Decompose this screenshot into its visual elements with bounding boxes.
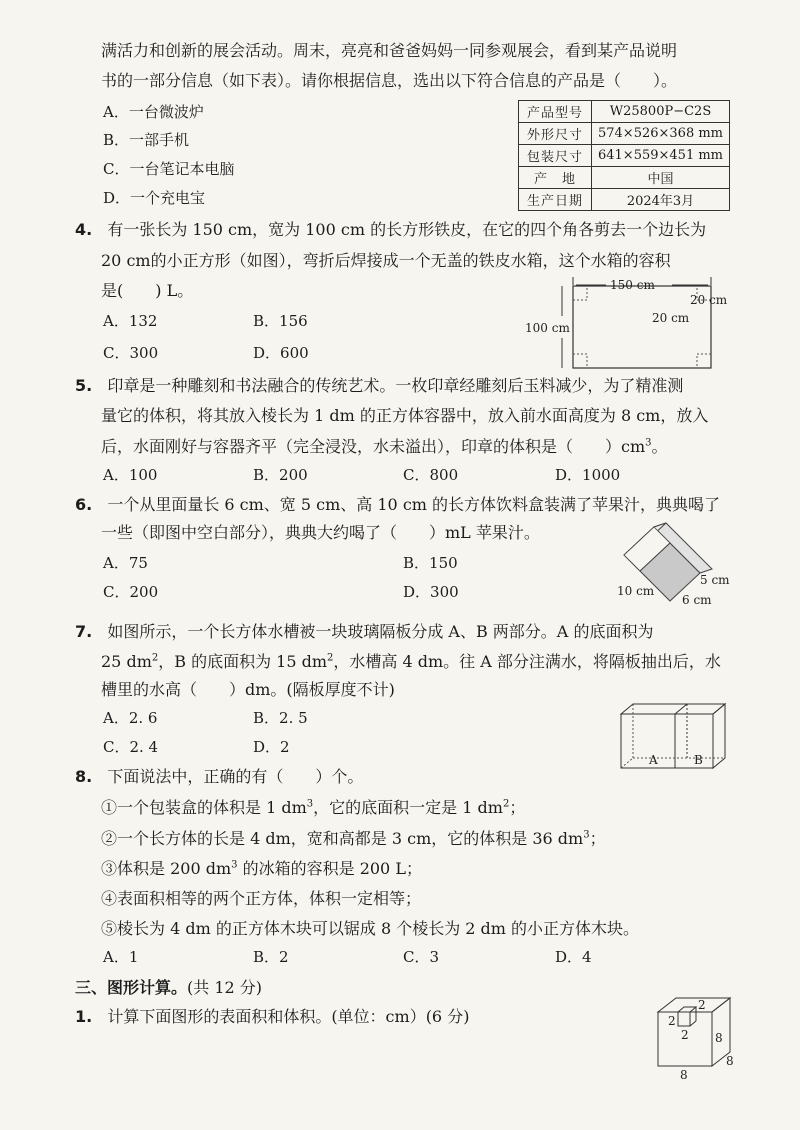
intro-line-2: 书的一部分信息（如下表）。请你根据信息，选出以下符合信息的产品是（ ）。	[101, 71, 678, 90]
q8-s3-a: ③体积是 200 dm	[101, 859, 232, 878]
q8-s1-b: ，它的底面积一定是 1 dm	[313, 798, 503, 817]
q8-s2-a: ②一个长方体的长是 4 dm，宽和高都是 3 cm，它的体积是 36 dm	[101, 829, 584, 848]
q5-stem-3-text: 后，水面刚好与容器齐平（完全浸没，水未溢出），印章的体积是（ ）cm	[101, 437, 646, 456]
q4-width-label: 100 cm	[525, 321, 570, 335]
q5-option-b: B．200	[253, 466, 308, 484]
s3-notch-width-label: 2	[681, 1028, 689, 1042]
spec-value: 2024年3月	[592, 189, 730, 211]
q7-stem-2c: ，水槽高 4 dm。往 A 部分注满水，将隔板抽出后，水	[333, 652, 721, 671]
q8-statement-4: ④表面积相等的两个正方体，体积一定相等；	[101, 889, 422, 908]
q4-sheet-figure	[520, 272, 740, 382]
q4-option-a: A．132	[103, 312, 158, 330]
spec-key: 产 地	[519, 167, 592, 189]
q4-text-1	[75, 219, 706, 241]
q4-stem-2: 20 cm的小正方形（如图），弯折后焊接成一个无盖的铁皮水箱，这个水箱的容积	[101, 251, 671, 270]
spec-row	[519, 167, 730, 189]
s3-cube-depth-label: 8	[726, 1054, 734, 1068]
section-3-title: 三、图形计算。	[75, 978, 188, 997]
q8-stem: 下面说法中，正确的有（ ）个。	[107, 767, 364, 786]
q6-width-label: 5 cm	[700, 573, 730, 587]
q7-option-c: C．2. 4	[103, 738, 159, 756]
s3-notch-depth-label: 2	[698, 998, 706, 1012]
q5-text-1	[75, 375, 683, 397]
q8-option-c: C．3	[403, 948, 440, 966]
q7-part-b-label: B	[694, 753, 703, 767]
q3-option-d: D．一个充电宝	[103, 189, 206, 207]
q7-sup-b: 2	[327, 652, 334, 664]
q4-option-c: C．300	[103, 344, 159, 362]
q6-option-a: A．75	[103, 554, 148, 572]
q6-text-1	[75, 494, 720, 516]
q8-statement-1	[101, 797, 525, 819]
q7-part-a-label: A	[649, 753, 658, 767]
s3-q1-number: 1.	[75, 1007, 93, 1026]
q8-statement-2	[101, 828, 606, 850]
q6-stem-1: 一个从里面量长 6 cm、宽 5 cm、高 10 cm 的长方体饮料盒装满了苹果汁，典典喝了	[107, 495, 721, 514]
q6-option-b: B．150	[403, 554, 458, 572]
spec-row	[519, 101, 730, 123]
spec-key: 包装尺寸	[519, 145, 592, 167]
spec-value: 574×526×368 mm	[592, 123, 730, 145]
spec-value: 中国	[592, 167, 730, 189]
spec-row	[519, 145, 730, 167]
q3-option-b: B．一部手机	[103, 131, 190, 149]
q7-number: 7.	[75, 622, 93, 641]
q4-number: 4.	[75, 220, 93, 239]
q8-option-d: D．4	[555, 948, 592, 966]
q5-option-c: C．800	[403, 466, 459, 484]
q8-statement-3	[101, 858, 422, 880]
q6-length-label: 6 cm	[682, 593, 712, 607]
q7-option-b: B．2. 5	[253, 709, 308, 727]
q4-stem-1: 有一张长为 150 cm，宽为 100 cm 的长方形铁皮，在它的四个角各剪去一个边长为	[107, 220, 707, 239]
s3-cube-length-label: 8	[680, 1068, 688, 1082]
q7-option-a: A．2. 6	[103, 709, 158, 727]
spec-row	[519, 189, 730, 211]
s3-notch-height-label: 2	[668, 1014, 676, 1028]
q5-stem-2: 量它的体积，将其放入棱长为 1 dm 的正方体容器中，放入前水面高度为 8 cm，放入	[101, 406, 709, 425]
spec-key: 外形尺寸	[519, 123, 592, 145]
q4-option-d: D．600	[253, 344, 309, 362]
q8-s1-a: ①一个包装盒的体积是 1 dm	[101, 798, 307, 817]
q8-option-a: A．1	[103, 948, 139, 966]
q7-stem-1: 如图所示，一个长方体水槽被一块玻璃隔板分成 A、B 两部分。A 的底面积为	[107, 622, 654, 641]
product-spec-table	[518, 100, 730, 211]
q5-stem-1: 印章是一种雕刻和书法融合的传统艺术。一枚印章经雕刻后玉料减少，为了精准测	[107, 376, 684, 395]
q4-corner-label-a: 20 cm	[690, 293, 728, 307]
q7-option-d: D．2	[253, 738, 290, 756]
q8-s1-sup2: 2	[502, 798, 510, 810]
q4-stem-3: 是( ) L。	[101, 281, 194, 300]
q7-stem-2a: 25 dm	[101, 652, 152, 671]
q4-length-label: 150 cm	[610, 278, 655, 292]
q4-corner-label-b: 20 cm	[652, 311, 690, 325]
s3-cube-height-label: 8	[715, 1031, 723, 1045]
q8-s2-sup3: 3	[583, 829, 590, 841]
s3-q1-cube-figure	[640, 990, 760, 1082]
q6-stem-2: 一些（即图中空白部分），典典大约喝了（ ）mL 苹果汁。	[101, 523, 540, 542]
intro-line-1: 满活力和创新的展会活动。周末，亮亮和爸爸妈妈一同参观展会，看到某产品说明	[101, 41, 678, 60]
q8-s1-sup3: 3	[306, 798, 314, 810]
spec-row	[519, 123, 730, 145]
q7-text-1	[75, 621, 653, 643]
q6-option-d: D．300	[403, 583, 459, 601]
q5-unit-sup: 3	[645, 437, 652, 449]
q6-juice-box-figure	[612, 515, 742, 610]
q8-s3-b: 的冰箱的容积是 200 L；	[237, 859, 422, 878]
spec-key: 产品型号	[519, 101, 592, 123]
spec-value: 641×559×451 mm	[592, 145, 730, 167]
q8-option-b: B．2	[253, 948, 289, 966]
section-3-score: (共 12 分)	[187, 978, 263, 997]
spec-value: W25800P−C2S	[592, 101, 730, 123]
q4-option-b: B．156	[253, 312, 308, 330]
q8-statement-5: ⑤棱长为 4 dm 的正方体木块可以锯成 8 个棱长为 2 dm 的小正方体木块。	[101, 919, 640, 938]
q8-s1-c: ；	[509, 798, 526, 817]
q5-option-a: A．100	[103, 466, 158, 484]
section-3-heading	[75, 977, 262, 999]
s3-q1-text	[75, 1006, 469, 1028]
spec-key: 生产日期	[519, 189, 592, 211]
q7-stem-2b: ，B 的底面积为 15 dm	[158, 652, 328, 671]
q7-stem-2	[101, 651, 721, 673]
q8-text-1	[75, 766, 363, 788]
q7-water-tank-figure	[615, 700, 735, 775]
q7-stem-3: 槽里的水高（ ）dm。(隔板厚度不计)	[101, 680, 395, 699]
q8-number: 8.	[75, 767, 93, 786]
q5-number: 5.	[75, 376, 93, 395]
q7-sup-a: 2	[151, 652, 159, 664]
q3-option-c: C．一台笔记本电脑	[103, 160, 235, 178]
q6-height-label: 10 cm	[617, 584, 655, 598]
q6-option-c: C．200	[103, 583, 159, 601]
q5-stem-3	[101, 436, 668, 458]
q6-number: 6.	[75, 495, 93, 514]
q5-stem-3-end: 。	[651, 437, 668, 456]
q8-s2-b: ；	[589, 829, 606, 848]
q3-option-a: A．一台微波炉	[103, 103, 204, 121]
s3-q1-stem: 计算下面图形的表面积和体积。(单位：cm）(6 分)	[107, 1007, 470, 1026]
q5-option-d: D．1000	[555, 466, 621, 484]
q8-s3-sup3: 3	[231, 859, 238, 871]
